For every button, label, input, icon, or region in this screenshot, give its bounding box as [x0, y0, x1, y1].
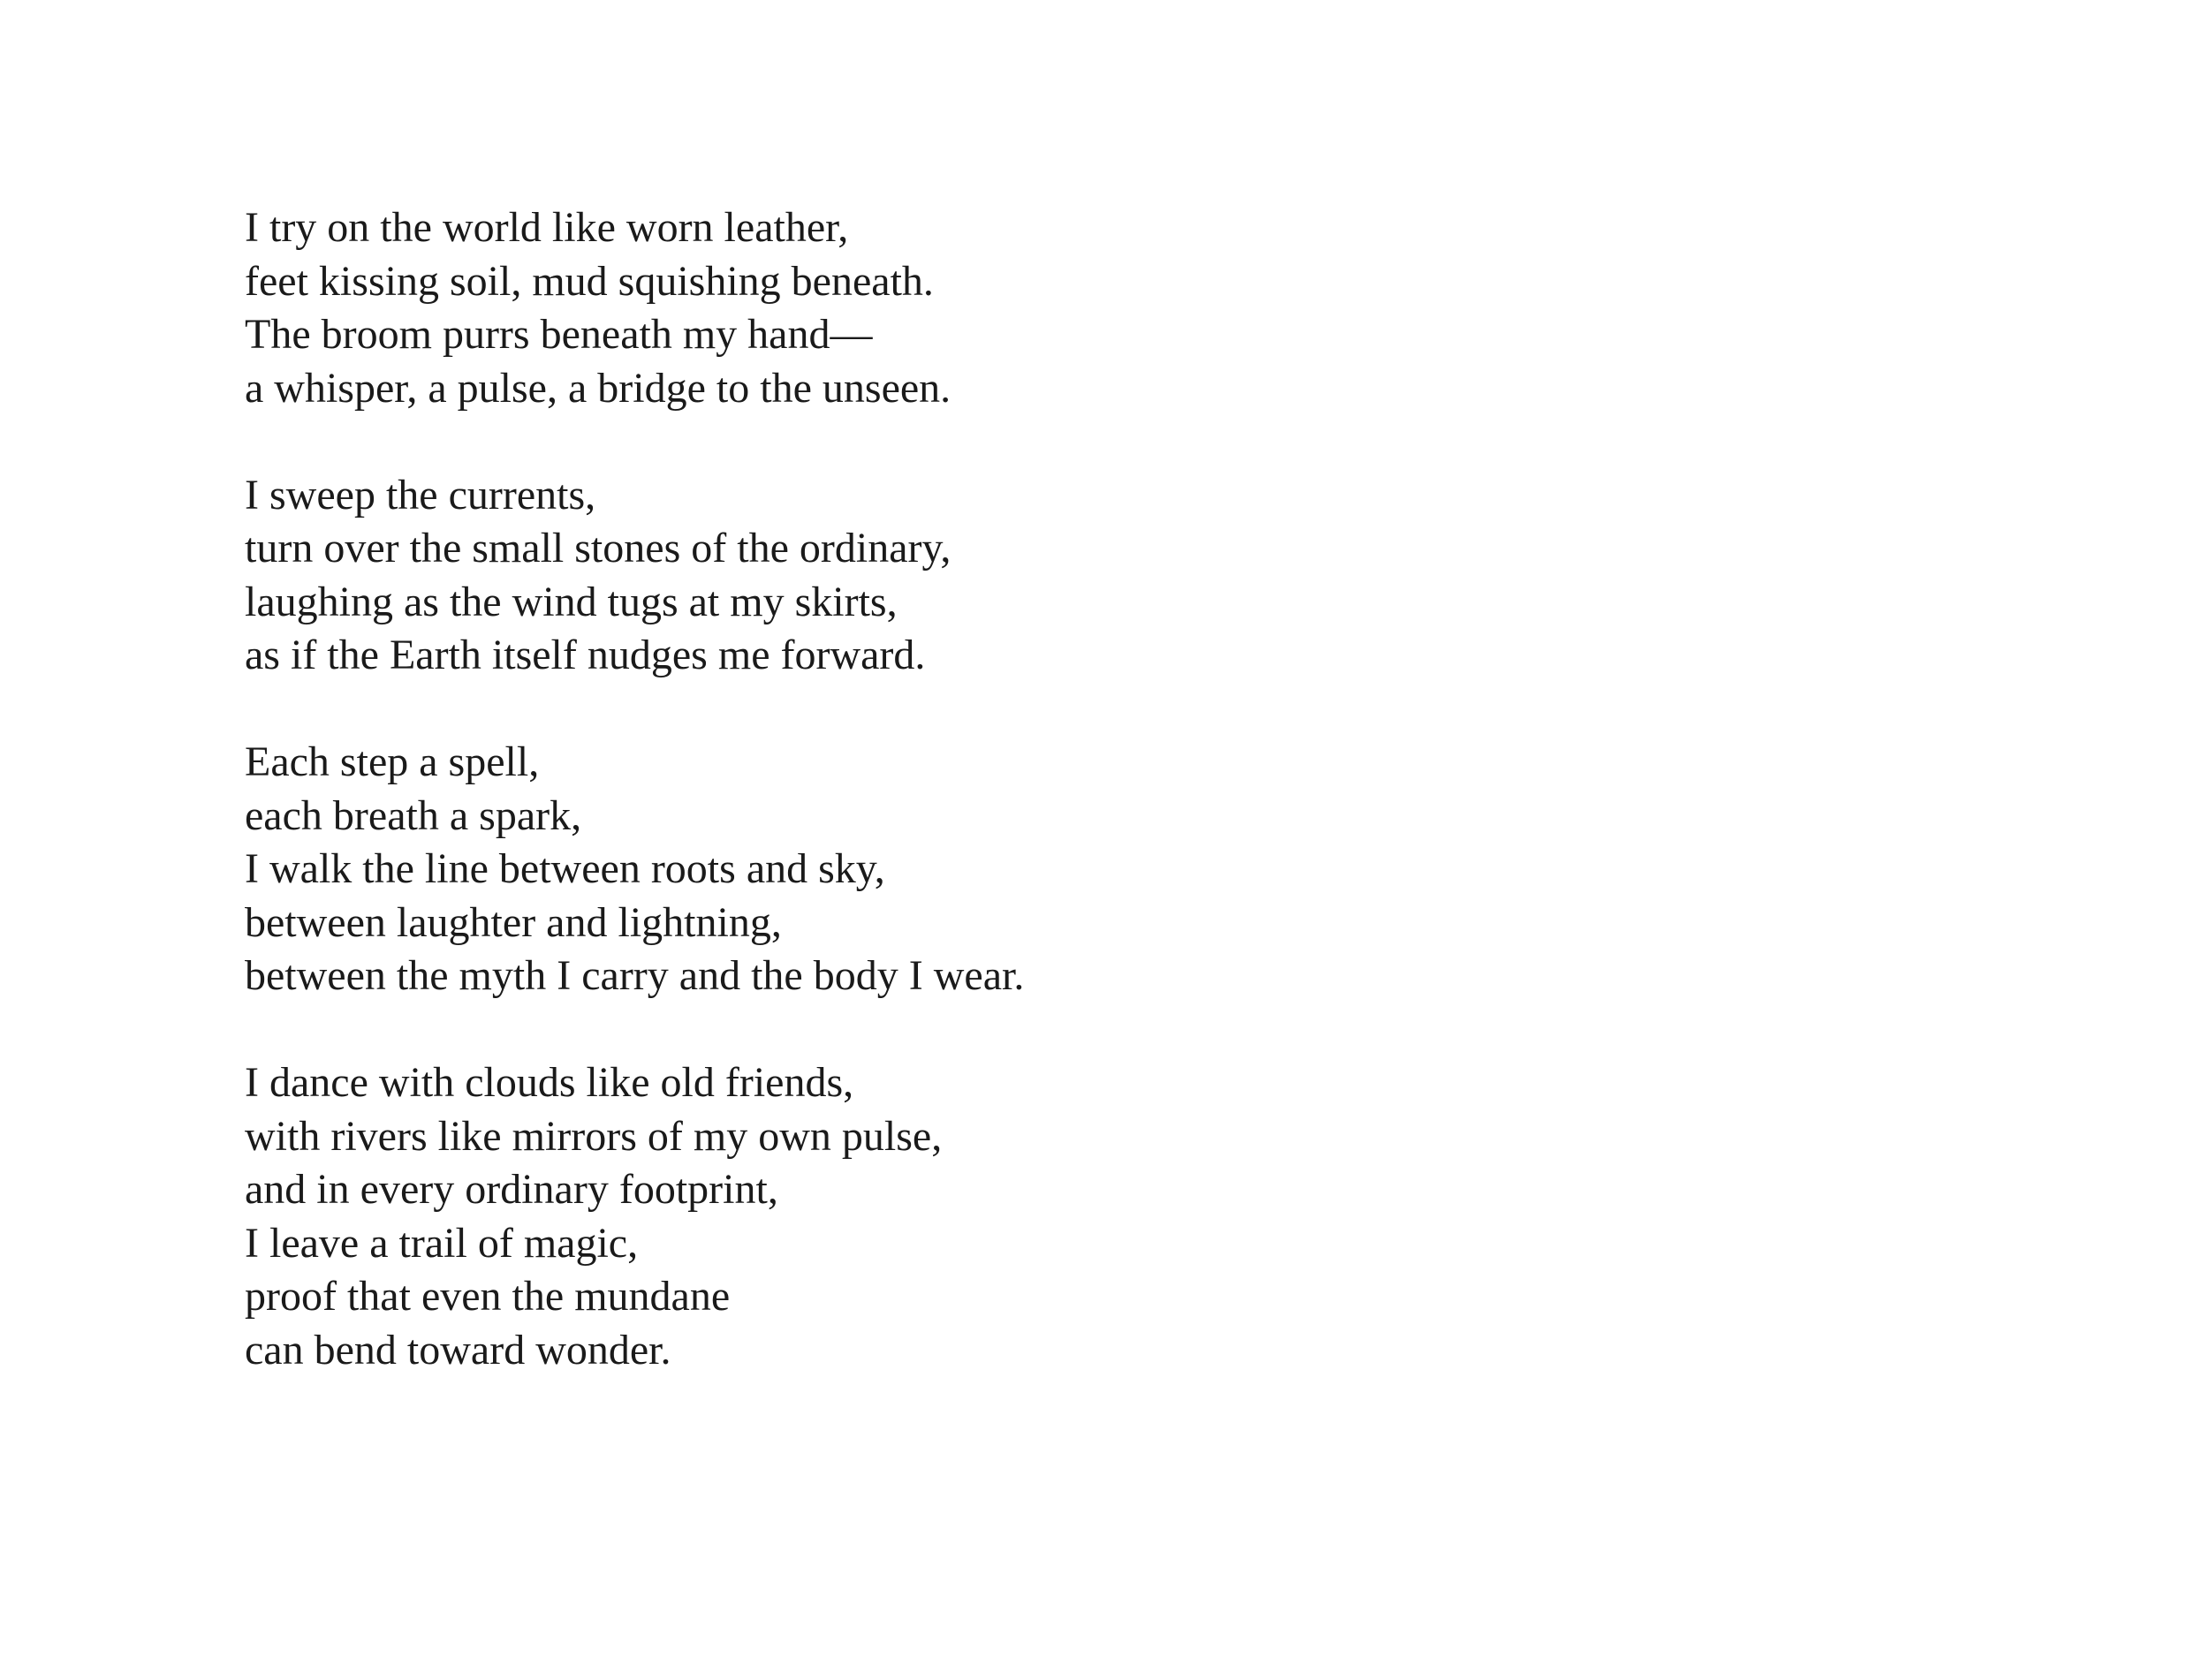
poem-line: turn over the small stones of the ordinary, — [245, 525, 951, 571]
stanza-3 — [245, 736, 1747, 1003]
poem-line: proof that even the mundane — [245, 1273, 731, 1320]
poem-line: I leave a trail of magic, — [245, 1219, 639, 1267]
poem-line: as if the Earth itself nudges me forward. — [245, 632, 926, 678]
stanza-1 — [245, 201, 1747, 415]
poem-line: I try on the world like worn leather, — [245, 204, 849, 251]
stanza-4 — [245, 1056, 1747, 1377]
poem-line: and in every ordinary footprint, — [245, 1166, 778, 1213]
poem-line: can bend toward wonder. — [245, 1326, 671, 1374]
poem-line: a whisper, a pulse, a bridge to the unseen. — [245, 364, 951, 412]
poem-line: I sweep the currents, — [245, 471, 596, 518]
poem-line: The broom purrs beneath my hand— — [245, 311, 873, 358]
poem-body — [245, 201, 1747, 1377]
poem-line: between laughter and lightning, — [245, 898, 782, 946]
poem-line: I walk the line between roots and sky, — [245, 845, 885, 892]
poem-line: feet kissing soil, mud squishing beneath. — [245, 257, 934, 305]
poem-line: laughing as the wind tugs at my skirts, — [245, 578, 898, 625]
poem-line: each breath a spark, — [245, 791, 582, 839]
poem-line: I dance with clouds like old friends, — [245, 1059, 854, 1106]
poem-line: with rivers like mirrors of my own pulse, — [245, 1112, 943, 1160]
poem-line: between the myth I carry and the body I wear. — [245, 952, 1025, 999]
stanza-2 — [245, 469, 1747, 683]
poem-line: Each step a spell, — [245, 738, 540, 785]
